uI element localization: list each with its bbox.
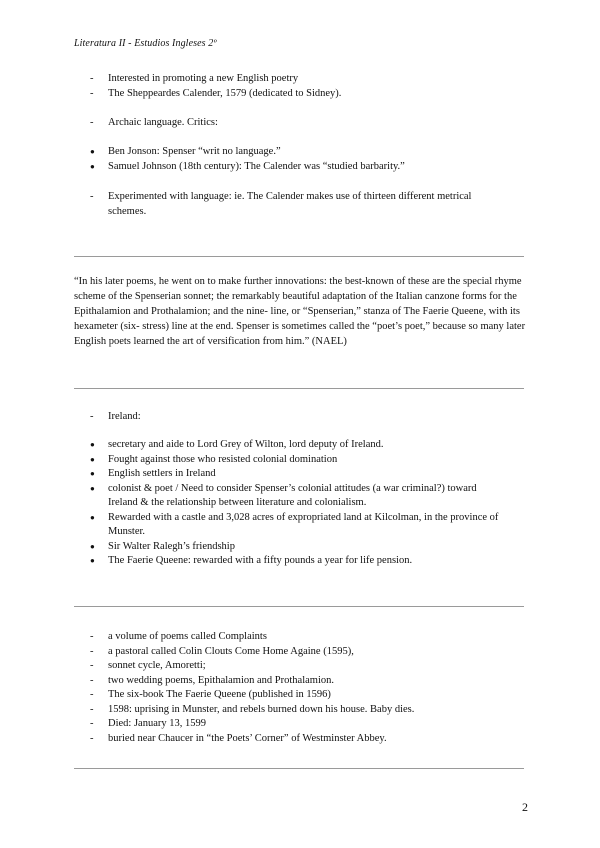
- nael-quote: “In his later poems, he went on to make further innovations: the best-known of these are the special rhyme scheme of the Spenserian sonnet; the remarkably beautiful adaptation of the Italian canzone forms for the Epithalamion and Prothalamion; and the nine- line, or “Spenserian,” stanza of The Faerie Queene, with its hexameter (six- stress) line at the end. Spenser is sometimes called the “poet’s poet,” because so many later English poets learned the art of versification from him.” (NAEL): [74, 276, 526, 347]
- list-item-continued: Munster.: [108, 526, 146, 537]
- list-experimented: [90, 190, 472, 219]
- list-item: - Interested in promoting a new English poetry: [90, 73, 299, 84]
- list-item: ● Sir Walter Ralegh’s friendship: [90, 540, 235, 552]
- divider: [74, 388, 524, 389]
- list-item: - Ireland:: [90, 411, 141, 422]
- list-archaic: [90, 116, 218, 131]
- list-item: ● Samuel Johnson (18th century): The Calender was “studied barbarity.”: [90, 160, 405, 172]
- divider: [74, 768, 524, 769]
- list-item: - The six-book The Faerie Queene (published in 1596): [90, 689, 331, 700]
- list-item: - Experimented with language: ie. The Calender makes use of thirteen different metrical: [90, 191, 472, 202]
- list-item: - two wedding poems, Epithalamion and Prothalamion.: [90, 674, 335, 686]
- divider: [74, 256, 524, 257]
- list-item: - a pastoral called Colin Clouts Come Home Againe (1595),: [90, 645, 354, 657]
- list-item: ● The Faerie Queene: rewarded with a fifty pounds a year for life pension.: [90, 555, 413, 566]
- list-ireland-heading: [90, 410, 141, 425]
- list-item: - The Sheppeardes Calender, 1579 (dedicated to Sidney).: [90, 87, 342, 99]
- list-item-continued: Ireland & the relationship between literature and colonialism.: [108, 497, 367, 508]
- list-item: - a volume of poems called Complaints: [90, 631, 267, 642]
- list-item: ● Ben Jonson: Spenser “writ no language.”: [90, 146, 281, 157]
- list-item-continued: schemes.: [108, 205, 147, 217]
- list-item: - 1598: uprising in Munster, and rebels burned down his house. Baby dies.: [90, 703, 415, 715]
- list-item: ● Fought against those who resisted colonial domination: [90, 453, 338, 465]
- list-publication: [90, 72, 342, 101]
- list-critics: [90, 145, 405, 174]
- list-works: [90, 630, 415, 746]
- page-number: 2: [522, 800, 528, 814]
- list-item: - Died: January 13, 1599: [90, 718, 206, 729]
- list-item: - sonnet cycle, Amoretti;: [90, 660, 206, 671]
- list-item: ● English settlers in Ireland: [90, 468, 216, 479]
- list-item: - Archaic language. Critics:: [90, 117, 218, 128]
- list-item: ● secretary and aide to Lord Grey of Wilton, lord deputy of Ireland.: [90, 439, 384, 450]
- list-item: - buried near Chaucer in “the Poets’ Corner” of Westminster Abbey.: [90, 732, 387, 744]
- list-ireland: [90, 438, 499, 569]
- list-item: ● Rewarded with a castle and 3,028 acres of expropriated land at Kilcolman, in the province of: [90, 511, 499, 523]
- list-item: ● colonist & poet / Need to consider Spenser’s colonial attitudes (a war criminal?) toward: [90, 482, 477, 494]
- divider: [74, 606, 524, 607]
- page-header: Literatura II - Estudios Ingleses 2º: [74, 38, 217, 49]
